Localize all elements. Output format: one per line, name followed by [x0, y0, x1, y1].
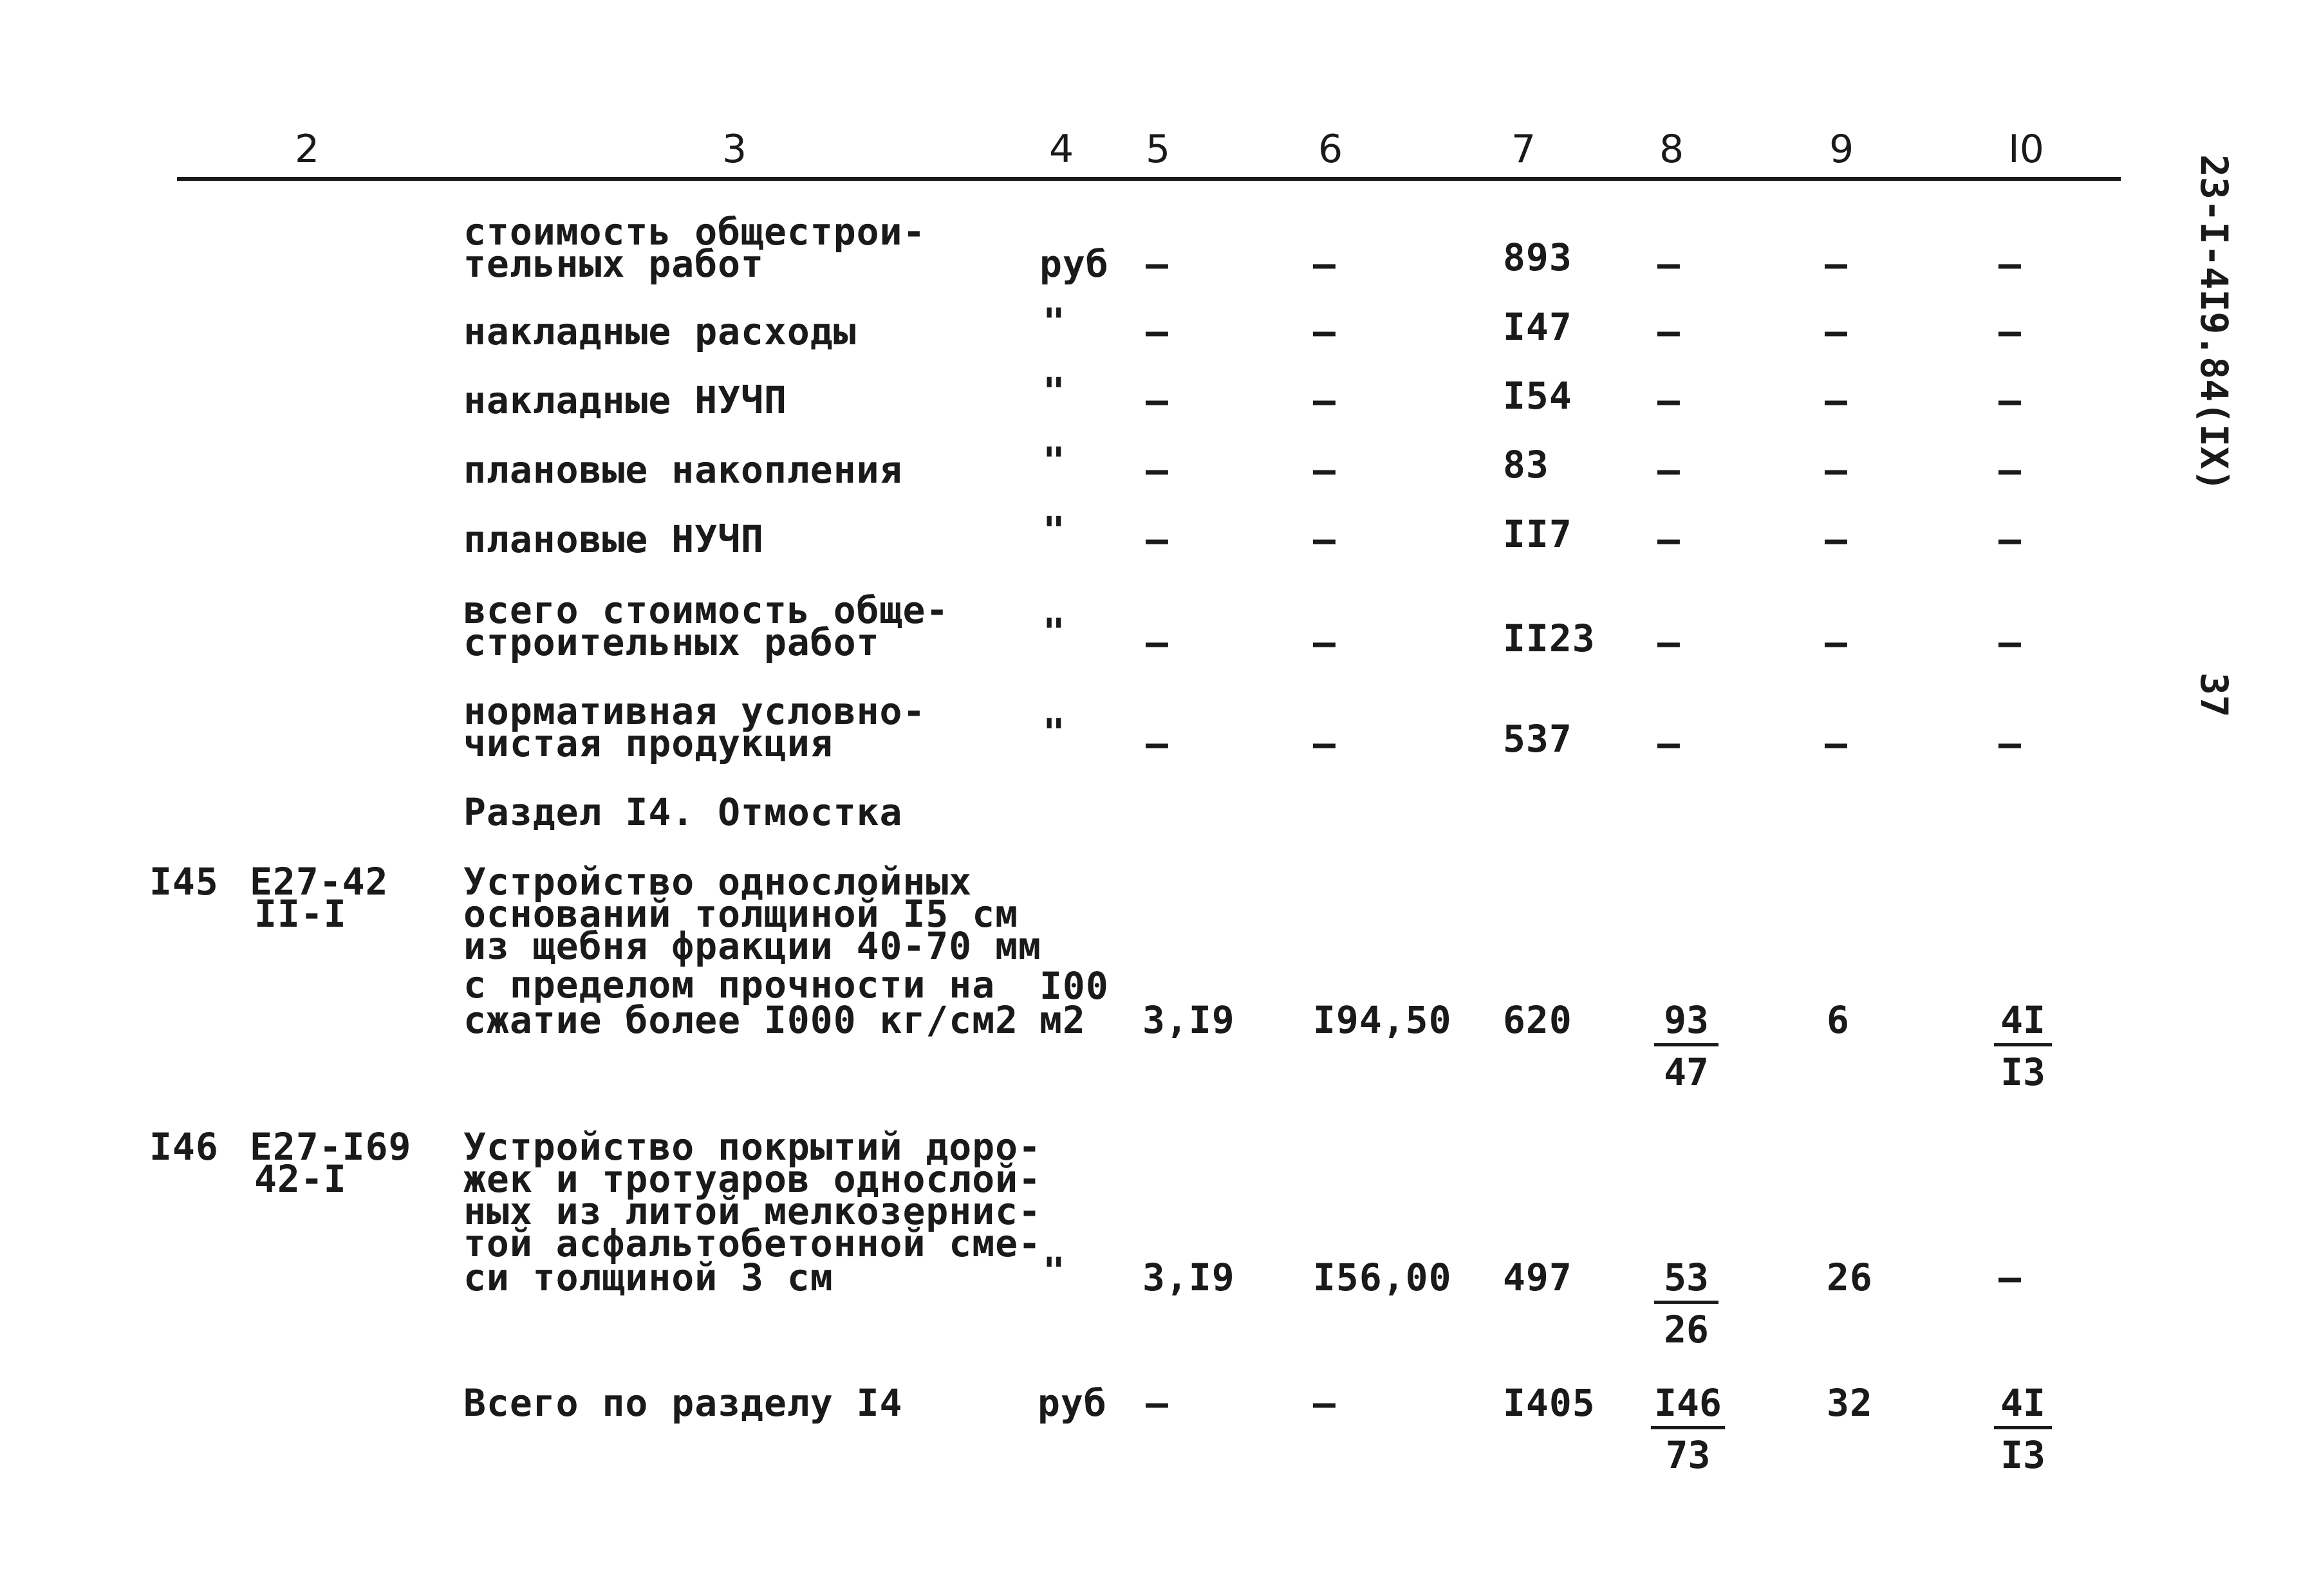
item-146-desc-line-2: жек и тротуаров однослой-: [463, 1157, 1041, 1201]
row-5-c9: –: [1825, 517, 1848, 561]
item-145-c9: 6: [1827, 998, 1850, 1042]
row-6-c10: –: [1998, 620, 2022, 664]
row-4-unit: ": [1043, 439, 1066, 483]
row-3-desc: накладные НУЧП: [463, 378, 787, 422]
total-c9: 32: [1827, 1381, 1873, 1425]
item-145-number: I45: [149, 860, 219, 904]
item-145-c10-fraction: [1994, 998, 2052, 1094]
row-5-c6: –: [1313, 517, 1336, 561]
total-c10-fraction: [1994, 1381, 2052, 1477]
item-146-c6: I56,00: [1313, 1256, 1452, 1299]
header-col-6: 6: [1318, 127, 1343, 172]
item-145-code-line-1: Е27-42: [250, 860, 389, 904]
item-146-c8-denominator: 26: [1664, 1308, 1709, 1351]
row-6-desc-line-2: строительных работ: [463, 620, 880, 664]
item-146-c10: –: [1998, 1256, 2022, 1299]
row-3-c7: I54: [1503, 374, 1572, 418]
row-7-desc-line-1: нормативная условно-: [463, 689, 926, 733]
row-6-c6: –: [1313, 620, 1336, 664]
header-col-7: 7: [1511, 127, 1536, 172]
row-7-c7: 537: [1503, 717, 1572, 761]
total-unit: руб: [1038, 1381, 1107, 1425]
item-145-c8-numerator: 93: [1654, 1001, 1718, 1046]
item-146-c8-numerator: 53: [1654, 1258, 1718, 1304]
row-5-c8: –: [1657, 517, 1681, 561]
total-c7: I405: [1503, 1381, 1596, 1425]
item-146-code-line-2: 42-I: [254, 1157, 347, 1201]
item-145-c6: I94,50: [1313, 998, 1452, 1042]
row-1-c9: –: [1825, 242, 1848, 286]
section-title: Раздел I4. Отмостка: [463, 790, 903, 834]
row-3-c6: –: [1313, 378, 1336, 422]
item-146-unit: ": [1043, 1249, 1066, 1293]
row-1-c8: –: [1657, 242, 1681, 286]
header-col-8: 8: [1659, 127, 1684, 172]
item-146-c5: 3,I9: [1142, 1256, 1235, 1299]
item-145-desc-line-2: оснований толщиной I5 см: [463, 892, 1019, 936]
item-146-desc-line-5: си толщиной 3 см: [463, 1256, 834, 1299]
row-6-c7: II23: [1503, 617, 1596, 660]
document-code: 23-I-4I9.84(IX): [2192, 154, 2236, 492]
total-c5: –: [1146, 1381, 1169, 1425]
row-5-c7: II7: [1503, 512, 1572, 556]
row-3-unit: ": [1043, 369, 1066, 413]
item-145-desc-line-5: сжатие более I000 кг/см2: [463, 998, 1019, 1042]
row-5-c5: –: [1146, 517, 1169, 561]
row-5-unit: ": [1043, 508, 1066, 552]
row-4-c10: –: [1998, 448, 2022, 492]
row-2-c10: –: [1998, 310, 2022, 353]
row-2-c5: –: [1146, 310, 1169, 353]
row-3-c5: –: [1146, 378, 1169, 422]
item-146-c9: 26: [1827, 1256, 1873, 1299]
row-6-c9: –: [1825, 620, 1848, 664]
row-7-c8: –: [1657, 721, 1681, 765]
total-label: Всего по разделу I4: [463, 1381, 903, 1425]
item-145-c5: 3,I9: [1142, 998, 1235, 1042]
total-c8-denominator: 73: [1665, 1433, 1711, 1477]
header-col-2: 2: [295, 127, 320, 172]
item-145-unit-line-2: м2: [1039, 998, 1086, 1042]
item-145-c8-denominator: 47: [1664, 1050, 1709, 1094]
row-6-c8: –: [1657, 620, 1681, 664]
row-1-desc-line-2: тельных работ: [463, 242, 764, 286]
row-4-c9: –: [1825, 448, 1848, 492]
row-7-unit: ": [1043, 710, 1066, 754]
row-2-c7: I47: [1503, 305, 1572, 349]
row-3-c10: –: [1998, 378, 2022, 422]
row-2-desc: накладные расходы: [463, 310, 857, 353]
item-146-desc-line-1: Устройство покрытий доро-: [463, 1125, 1041, 1169]
header-rule: [177, 177, 2121, 181]
row-4-c6: –: [1313, 448, 1336, 492]
total-c8-numerator: I46: [1651, 1384, 1725, 1429]
item-145-c8-fraction: [1654, 998, 1718, 1094]
item-145-desc-line-4: с пределом прочности на: [463, 963, 996, 1007]
row-7-c9: –: [1825, 721, 1848, 765]
row-2-c8: –: [1657, 310, 1681, 353]
item-145-c7: 620: [1503, 998, 1572, 1042]
row-6-c5: –: [1146, 620, 1169, 664]
row-3-c9: –: [1825, 378, 1848, 422]
header-col-9: 9: [1829, 127, 1854, 172]
row-5-desc: плановые НУЧП: [463, 517, 764, 561]
row-1-c5: –: [1146, 242, 1169, 286]
row-6-desc-line-1: всего стоимость обще-: [463, 588, 949, 632]
row-1-unit: руб: [1039, 242, 1109, 286]
item-145-desc-line-1: Устройство однослойных: [463, 860, 973, 904]
row-2-unit: ": [1043, 300, 1066, 344]
row-6-unit: ": [1043, 610, 1066, 654]
item-146-desc-line-4: той асфальтобетонной сме-: [463, 1221, 1041, 1265]
row-4-c5: –: [1146, 448, 1169, 492]
item-145-unit-line-1: I00: [1039, 964, 1109, 1008]
row-4-desc: плановые накопления: [463, 448, 903, 492]
item-146-c7: 497: [1503, 1256, 1572, 1299]
item-145-code-line-2: II-I: [254, 892, 347, 936]
row-4-c7: 83: [1503, 443, 1549, 487]
row-7-c5: –: [1146, 721, 1169, 765]
row-7-desc-line-2: чистая продукция: [463, 721, 834, 765]
item-145-desc-line-3: из щебня фракции 40-70 мм: [463, 924, 1041, 968]
page-number: 37: [2192, 673, 2236, 718]
row-2-c6: –: [1313, 310, 1336, 353]
item-146-desc-line-3: ных из литой мелкозернис-: [463, 1189, 1041, 1233]
item-146-c8-fraction: [1654, 1258, 1718, 1349]
total-c10-numerator: 4I: [1994, 1384, 2052, 1429]
row-7-c10: –: [1998, 721, 2022, 765]
item-146-code-line-1: Е27-I69: [250, 1125, 412, 1169]
row-1-c10: –: [1998, 242, 2022, 286]
row-5-c10: –: [1998, 517, 2022, 561]
total-c6: –: [1313, 1381, 1336, 1425]
row-1-desc-line-1: стоимость общестрои-: [463, 210, 926, 254]
row-7-c6: –: [1313, 721, 1336, 765]
row-2-c9: –: [1825, 310, 1848, 353]
item-145-c10-denominator: I3: [2000, 1050, 2045, 1094]
item-146-number: I46: [149, 1125, 219, 1169]
item-145-c10-numerator: 4I: [1994, 1001, 2052, 1046]
total-c10-denominator: I3: [2000, 1433, 2045, 1477]
header-col-3: 3: [722, 127, 747, 172]
row-1-c7: 893: [1503, 236, 1572, 279]
row-3-c8: –: [1657, 378, 1681, 422]
row-1-c6: –: [1313, 242, 1336, 286]
total-c8-fraction: [1651, 1381, 1725, 1477]
header-col-10: I0: [2008, 127, 2044, 172]
header-col-4: 4: [1049, 127, 1074, 172]
header-col-5: 5: [1146, 127, 1171, 172]
row-4-c8: –: [1657, 448, 1681, 492]
